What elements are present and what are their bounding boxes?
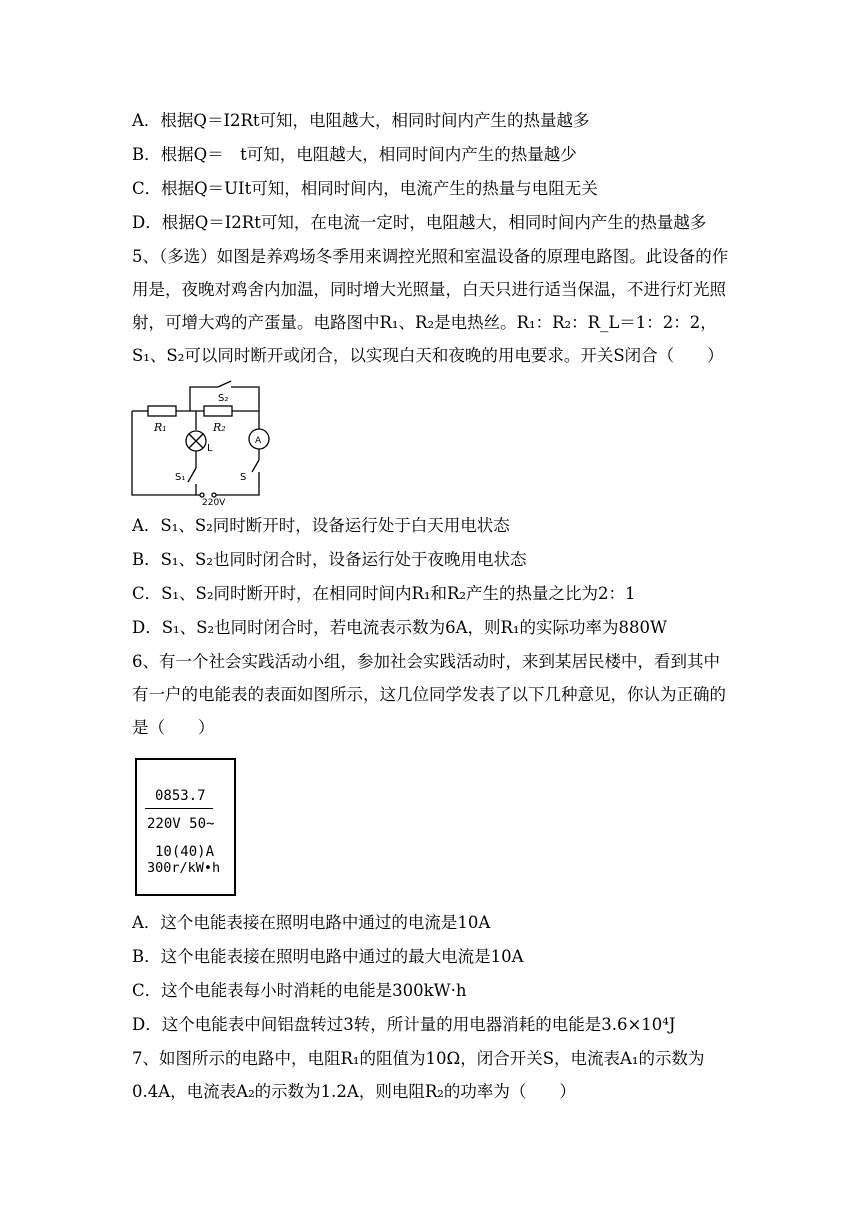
q6-option-c: C．这个电能表每小时消耗的电能是300kW·h [132,981,467,1000]
q7-question-text: 7、如图所示的电路中，电阻R₁的阻值为10Ω，闭合开关S，电流表A₁的示数为0.4A，电流表A₂的示数为1.2A，则电阻R₂的功率为（ ） [132,1049,705,1101]
label-r1: R₁ [154,421,167,434]
label-s2: S₂ [218,393,229,404]
q5-option-c: C．S₁、S₂同时断开时，在相同时间内R₁和R₂产生的热量之比为2：1 [132,584,636,603]
q5-option-a: A．S₁、S₂同时断开时，设备运行处于白天用电状态 [132,516,510,535]
label-r2: R₂ [213,421,226,434]
label-s: S [240,472,247,483]
q5-option-b: B．S₁、S₂也同时闭合时，设备运行处于夜晚用电状态 [132,550,527,569]
q4-option-a: A．根据Q＝I2Rt可知，电阻越大，相同时间内产生的热量越多 [132,111,590,130]
q4-option-d: D．根据Q＝I2Rt可知，在电流一定时，电阻越大，相同时间内产生的热量越多 [132,213,707,232]
label-ammeter: A [255,436,262,446]
q6-option-a: A．这个电能表接在照明电路中通过的电流是10A [132,913,491,932]
label-s1: S₁ [175,472,186,483]
meter-current: 10(40)A [155,844,215,860]
q5-question-text: 5、（多选）如图是养鸡场冬季用来调控光照和室温设备的原理电路图。此设备的作用是，夜晚对鸡舍内加温，同时增大光照量，白天只进行适当保温，不进行灯光照射，可增大鸡的产蛋量。电路图中R₁、R₂是电热丝。R₁：R₂：R_L＝1：2：2，S₁、S₂可以同时断开或闭合，以实现白天和夜晚的用电要求。开关S闭合（ ） [132,247,729,365]
q6-question-text: 6、有一个社会实践活动小组，参加社会实践活动时，来到某居民楼中，看到其中有一户的电能表的表面如图所示，这几位同学发表了以下几种意见，你认为正确的是（ ） [132,652,726,737]
q4-option-c: C．根据Q＝UIt可知，相同时间内，电流产生的热量与电阻无关 [132,179,598,198]
label-lamp: L [207,443,213,454]
energy-meter-diagram [135,758,236,896]
q5-option-d: D．S₁、S₂也同时闭合时，若电流表示数为6A，则R₁的实际功率为880W [132,618,667,637]
q4-option-b: B．根据Q＝ t可知，电阻越大，相同时间内产生的热量越少 [132,145,577,164]
q6-option-b: B．这个电能表接在照明电路中通过的最大电流是10A [132,947,524,966]
meter-constant: 300r/kW•h [147,860,221,876]
q5-circuit-diagram [128,380,278,505]
meter-reading: 0853.7 [155,788,206,804]
meter-voltage: 220V 50~ [147,816,215,832]
label-source: 220V [202,498,226,505]
meter-divider [145,808,213,809]
q6-option-d: D．这个电能表中间铝盘转过3转，所计量的用电器消耗的电能是3.6×10⁴J [132,1015,676,1034]
